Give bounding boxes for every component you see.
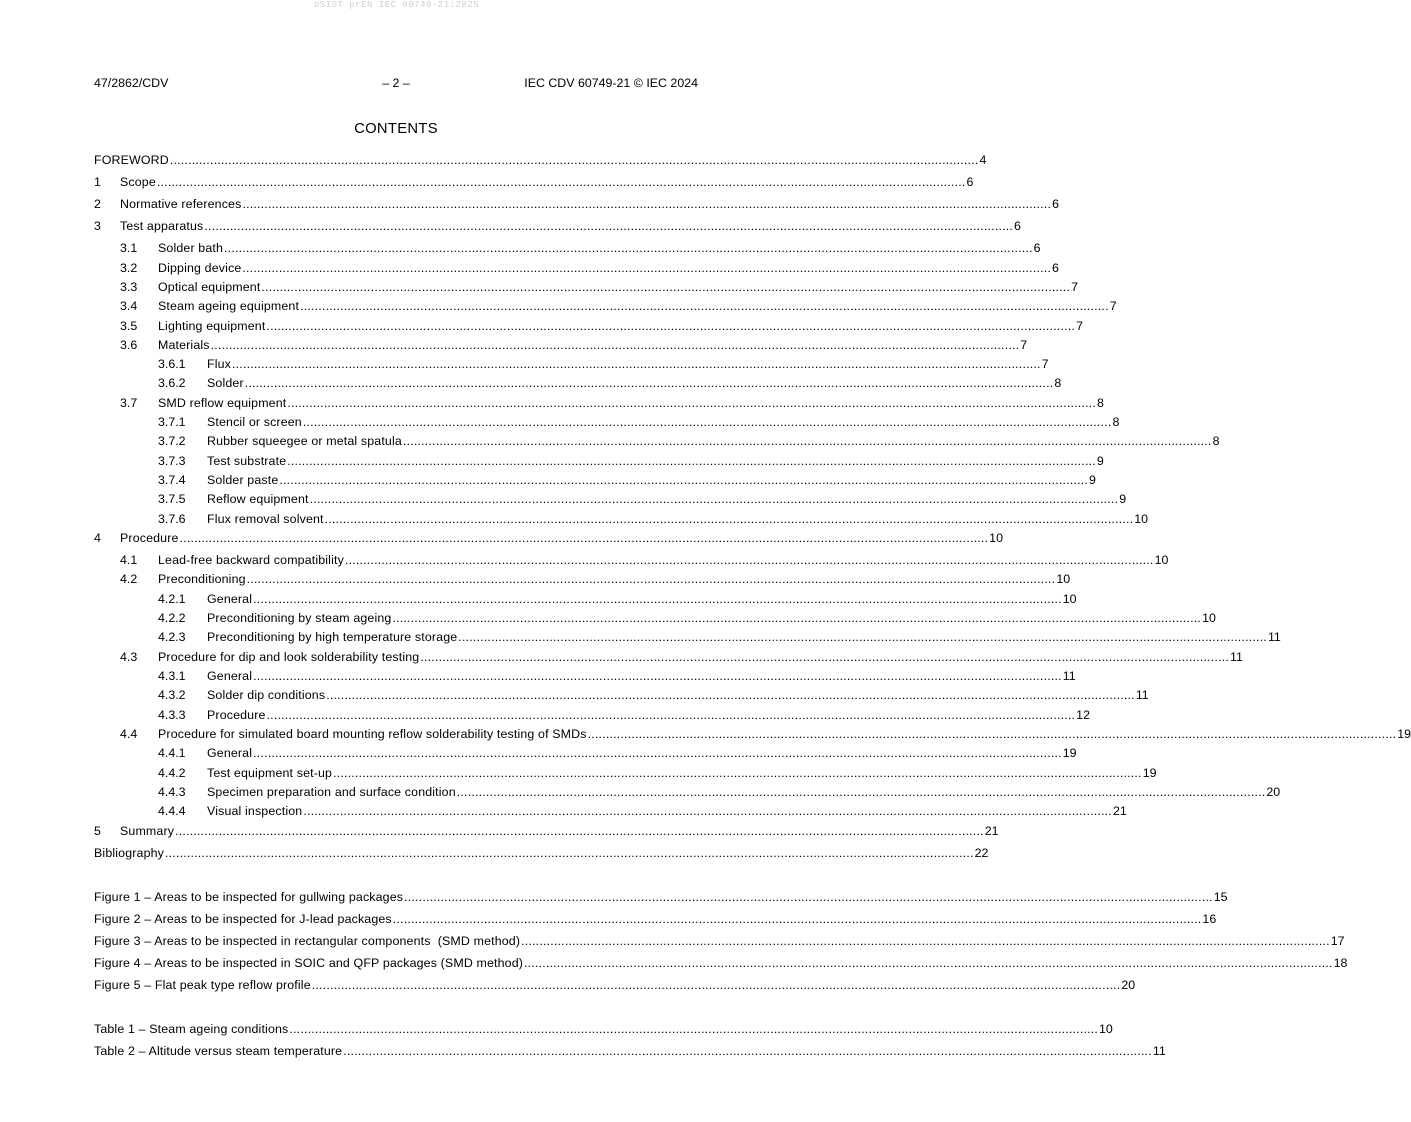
dot-leader: .............................................................................................................................................................................................................................. [253,669,1062,683]
toc-entry-number: 3.6 [120,338,138,352]
toc-entry-number: 4.4 [120,727,138,741]
toc-entry-number: 3.5 [120,319,138,333]
toc-entry-number: 3.7 [120,396,138,410]
figure-entry-title: Figure 2 – Areas to be inspected for J-lead packages [94,912,392,926]
dot-leader: .............................................................................................................................................................................................................................. [587,727,1397,741]
dot-leader: .............................................................................................................................................................................................................................. [204,219,1014,233]
dot-leader: .............................................................................................................................................................................................................................. [156,175,966,189]
toc-entry-number: 4.3.1 [158,669,186,683]
toc-entry-title: Rubber squeegee or metal spatula [207,434,402,448]
dot-leader: .............................................................................................................................................................................................................................. [303,804,1112,818]
toc-entry-number: 4.1 [120,553,138,567]
toc-entry-page: 10 [1134,512,1149,526]
page-header [94,76,698,92]
toc-entry[interactable] [94,152,987,168]
toc-entry-title: Visual inspection [207,804,303,818]
toc-entry-page: 21 [1112,804,1127,818]
dot-leader: .............................................................................................................................................................................................................................. [287,396,1096,410]
toc-entry-page: 21 [984,824,999,838]
toc-entry-title: General [207,592,253,606]
dot-leader: .............................................................................................................................................................................................................................. [309,492,1119,506]
toc-entry-title: Procedure for dip and look solderability testing [158,650,420,664]
toc-entry[interactable] [158,375,1062,391]
toc-entry-page: 7 [1109,299,1117,313]
toc-entry-page: 22 [974,846,989,860]
toc-entry[interactable] [158,610,1216,626]
toc-entry-number: 3.6.2 [158,376,186,390]
toc-entry-title: Solder paste [207,473,279,487]
toc-entry-title: FOREWORD [94,153,169,167]
toc-entry-number: 4 [94,531,101,545]
dot-leader: .............................................................................................................................................................................................................................. [287,454,1096,468]
toc-entry[interactable] [158,591,1077,607]
dot-leader: .............................................................................................................................................................................................................................. [165,846,974,860]
toc-entry-page: 7 [1071,280,1078,294]
toc-entry-page: 9 [1119,492,1127,506]
toc-entry-title: Specimen preparation and surface condition [207,785,456,799]
toc-entry[interactable] [158,784,1281,800]
table-entry-title: Table 2 – Altitude versus steam temperature [94,1044,343,1058]
dot-leader: .............................................................................................................................................................................................................................. [420,650,1229,664]
document-reference: 47/2862/CDV [94,76,169,90]
toc-entry-number: 4.3 [120,650,138,664]
toc-entry-title: Bibliography [94,846,164,860]
toc-entry[interactable] [94,218,1021,234]
dot-leader: .............................................................................................................................................................................................................................. [458,630,1267,644]
toc-entry-title: Procedure [207,708,266,722]
table-entry-page: 11 [1152,1044,1166,1058]
toc-entry-page: 6 [1014,219,1021,233]
dot-leader: .............................................................................................................................................................................................................................. [402,434,1212,448]
toc-entry-title: Summary [120,824,175,838]
toc-entry-page: 12 [1076,708,1090,722]
toc-entry-title: Flux removal solvent [207,512,324,526]
toc-entry-number: 4.4.4 [158,804,186,818]
toc-entry-number: 3.4 [120,299,138,313]
dot-leader: .............................................................................................................................................................................................................................. [224,241,1033,255]
dot-leader: .............................................................................................................................................................................................................................. [456,785,1266,799]
toc-entry[interactable] [158,356,1049,372]
table-entry-title: Table 1 – Steam ageing conditions [94,1022,289,1036]
toc-entry[interactable] [120,260,1059,276]
page-number: – 2 – [382,76,410,90]
toc-entry-number: 3.7.2 [158,434,186,448]
toc-entry[interactable] [158,472,1096,488]
toc-entry-number: 3 [94,219,101,233]
toc-entry[interactable] [120,726,1411,742]
figure-entry-page: 16 [1202,912,1217,926]
toc-entry-title: Solder bath [158,241,224,255]
toc-entry[interactable] [120,318,1083,334]
dot-leader: .............................................................................................................................................................................................................................. [300,299,1109,313]
dot-leader: .............................................................................................................................................................................................................................. [253,592,1062,606]
toc-entry-title: Stencil or screen [207,415,302,429]
toc-entry[interactable] [120,279,1078,295]
dot-leader: .............................................................................................................................................................................................................................. [333,766,1142,780]
figure-entry-page: 15 [1213,890,1228,904]
toc-entry-title: Preconditioning by steam ageing [207,611,392,625]
toc-entry-number: 4.2.3 [158,630,186,644]
toc-entry-number: 2 [94,197,101,211]
figure-entry-title: Figure 3 – Areas to be inspected in rectangular components (SMD method) [94,934,521,948]
dot-leader: .............................................................................................................................................................................................................................. [404,890,1213,904]
toc-entry-number: 4.4.2 [158,766,186,780]
toc-entry-page: 8 [1212,434,1220,448]
toc-entry-page: 7 [1020,338,1028,352]
toc-entry-number: 4.2.2 [158,611,186,625]
toc-entry-number: 4.4.1 [158,746,186,760]
toc-entry-number: 4.2.1 [158,592,186,606]
toc-entry-title: Preconditioning [158,572,246,586]
toc-entry[interactable] [120,395,1104,411]
dot-leader: .............................................................................................................................................................................................................................. [302,415,1112,429]
table-entry[interactable] [94,1043,1166,1059]
dot-leader: .............................................................................................................................................................................................................................. [392,912,1202,926]
dot-leader: .............................................................................................................................................................................................................................. [524,956,1333,970]
toc-entry-title: Optical equipment [158,280,261,294]
toc-entry-title: Solder [207,376,244,390]
watermark: oSIST prEN IEC 60749-21:2025 [313,0,480,10]
dot-leader: .............................................................................................................................................................................................................................. [343,1044,1152,1058]
figure-entry[interactable] [94,911,1217,927]
toc-entry[interactable] [94,823,999,839]
toc-entry-number: 3.7.1 [158,415,186,429]
dot-leader: .............................................................................................................................................................................................................................. [261,280,1071,294]
toc-entry-title: Steam ageing equipment [158,299,300,313]
toc-entry[interactable] [120,298,1117,314]
toc-entry-page: 6 [1052,197,1059,211]
page-title: CONTENTS [354,121,438,137]
toc-entry-page: 19 [1142,766,1157,780]
standard-reference: IEC CDV 60749-21 © IEC 2024 [524,76,698,90]
toc-entry-page: 10 [989,531,1003,545]
dot-leader: .............................................................................................................................................................................................................................. [289,1022,1099,1036]
dot-leader: .............................................................................................................................................................................................................................. [169,153,979,167]
dot-leader: .............................................................................................................................................................................................................................. [232,357,1041,371]
toc-entry-number: 3.7.5 [158,492,186,506]
toc-entry-page: 19 [1062,746,1077,760]
figure-entry-title: Figure 4 – Areas to be inspected in SOIC and QFP packages (SMD method) [94,956,524,970]
toc-entry-page: 10 [1202,611,1216,625]
dot-leader: .............................................................................................................................................................................................................................. [175,824,984,838]
toc-entry-page: 10 [1056,572,1071,586]
toc-entry-number: 3.7.6 [158,512,186,526]
toc-entry-title: Materials [158,338,210,352]
toc-entry[interactable] [158,511,1149,527]
dot-leader: .............................................................................................................................................................................................................................. [253,746,1062,760]
toc-entry-page: 6 [1033,241,1041,255]
figure-entry[interactable] [94,889,1228,905]
toc-entry-number: 4.2 [120,572,138,586]
toc-entry-title: Flux [207,357,232,371]
toc-entry[interactable] [158,668,1076,684]
toc-entry-number: 4.3.3 [158,708,186,722]
toc-entry-title: Lead-free backward compatibility [158,553,344,567]
toc-entry-number: 5 [94,824,101,838]
toc-entry[interactable] [158,765,1157,781]
toc-entry-title: Test apparatus [120,219,204,233]
toc-entry-page: 11 [1230,650,1243,664]
toc-entry-page: 4 [979,153,987,167]
toc-entry[interactable] [120,240,1041,256]
toc-entry-page: 6 [966,175,974,189]
toc-entry-title: Normative references [120,197,242,211]
toc-entry-page: 20 [1266,785,1281,799]
toc-entry-title: Dipping device [158,261,242,275]
toc-entry-number: 3.6.1 [158,357,186,371]
toc-entry-page: 8 [1112,415,1120,429]
toc-entry[interactable] [120,571,1071,587]
figure-entry-page: 18 [1333,956,1348,970]
toc-entry-number: 3.1 [120,241,138,255]
figure-entry-title: Figure 1 – Areas to be inspected for gullwing packages [94,890,404,904]
toc-entry[interactable] [158,414,1120,430]
toc-entry[interactable] [158,803,1127,819]
toc-entry-page: 11 [1135,688,1149,702]
toc-entry[interactable] [94,196,1059,212]
toc-entry-title: Test substrate [207,454,287,468]
toc-entry-title: Reflow equipment [207,492,309,506]
dot-leader: .............................................................................................................................................................................................................................. [244,376,1054,390]
toc-entry[interactable] [158,433,1220,449]
dot-leader: .............................................................................................................................................................................................................................. [179,531,989,545]
toc-entry-page: 8 [1096,396,1104,410]
toc-entry[interactable] [158,629,1281,645]
figure-entry[interactable] [94,933,1345,949]
toc-entry-number: 4.3.2 [158,688,186,702]
toc-entry-title: Scope [120,175,156,189]
dot-leader: .............................................................................................................................................................................................................................. [392,611,1202,625]
toc-entry[interactable] [158,707,1090,723]
toc-entry-title: Procedure [120,531,179,545]
toc-entry-page: 7 [1041,357,1049,371]
dot-leader: .............................................................................................................................................................................................................................. [266,708,1076,722]
toc-entry[interactable] [120,649,1243,665]
toc-entry-number: 3.7.3 [158,454,186,468]
toc-entry-page: 11 [1267,630,1281,644]
toc-entry-page: 9 [1089,473,1096,487]
toc-entry-number: 3.7.4 [158,473,186,487]
toc-entry-page: 7 [1076,319,1083,333]
toc-entry-number: 4.4.3 [158,785,186,799]
toc-entry[interactable] [94,845,989,861]
toc-entry-page: 9 [1096,454,1104,468]
toc-entry-number: 3.2 [120,261,138,275]
dot-leader: .............................................................................................................................................................................................................................. [324,512,1134,526]
dot-leader: .............................................................................................................................................................................................................................. [242,197,1052,211]
toc-entry[interactable] [158,687,1149,703]
dot-leader: .............................................................................................................................................................................................................................. [326,688,1135,702]
table-entry[interactable] [94,1021,1113,1037]
toc-entry-title: Preconditioning by high temperature storage [207,630,458,644]
toc-entry[interactable] [158,491,1127,507]
toc-entry-number: 1 [94,175,101,189]
toc-entry-page: 6 [1052,261,1059,275]
toc-entry-title: Solder dip conditions [207,688,326,702]
toc-entry-title: Procedure for simulated board mounting reflow solderability testing of SMDs [158,727,587,741]
toc-entry-page: 8 [1054,376,1062,390]
dot-leader: .............................................................................................................................................................................................................................. [266,319,1076,333]
figure-entry-title: Figure 5 – Flat peak type reflow profile [94,978,311,992]
toc-entry-page: 11 [1062,669,1076,683]
dot-leader: .............................................................................................................................................................................................................................. [344,553,1154,567]
toc-entry-number: 3.3 [120,280,138,294]
figure-entry-page: 20 [1121,978,1136,992]
toc-entry[interactable] [158,745,1077,761]
toc-entry-title: SMD reflow equipment [158,396,287,410]
toc-entry[interactable] [120,552,1169,568]
toc-entry-title: Test equipment set-up [207,766,333,780]
dot-leader: .............................................................................................................................................................................................................................. [521,934,1330,948]
dot-leader: .............................................................................................................................................................................................................................. [279,473,1089,487]
dot-leader: .............................................................................................................................................................................................................................. [311,978,1121,992]
toc-entry[interactable] [94,174,974,190]
toc-entry-page: 19 [1397,727,1411,741]
toc-entry-title: Lighting equipment [158,319,266,333]
toc-entry-page: 10 [1154,553,1169,567]
figure-entry[interactable] [94,955,1348,971]
table-entry-page: 10 [1099,1022,1113,1036]
toc-entry[interactable] [158,453,1104,469]
toc-entry-page: 10 [1062,592,1077,606]
figure-entry[interactable] [94,977,1136,993]
toc-entry-title: General [207,746,253,760]
dot-leader: .............................................................................................................................................................................................................................. [246,572,1056,586]
toc-entry-title: General [207,669,253,683]
toc-entry[interactable] [120,337,1028,353]
dot-leader: .............................................................................................................................................................................................................................. [242,261,1052,275]
toc-entry[interactable] [94,530,1003,546]
figure-entry-page: 17 [1330,934,1345,948]
dot-leader: .............................................................................................................................................................................................................................. [210,338,1020,352]
